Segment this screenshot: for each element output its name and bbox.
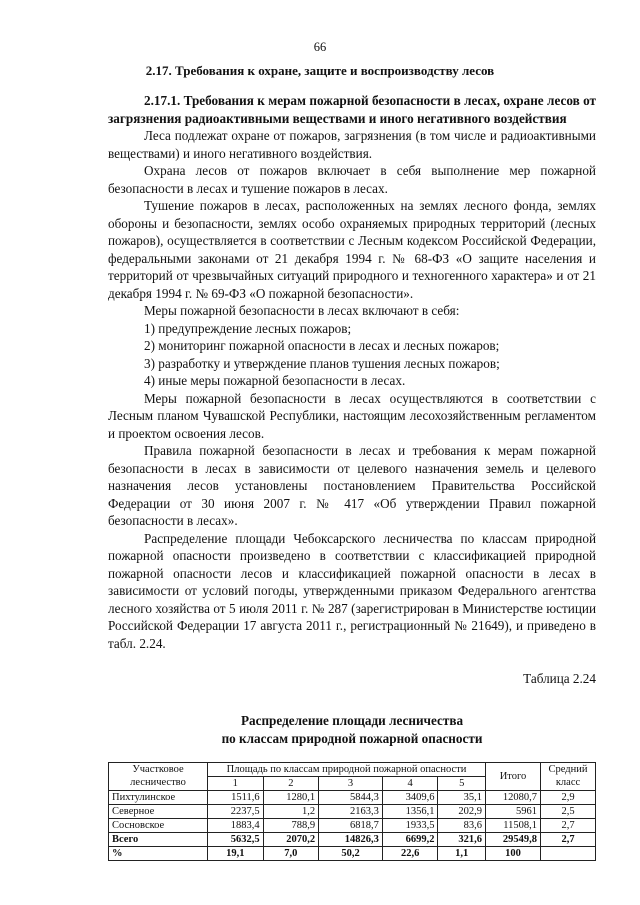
- paragraph: Леса подлежат охране от пожаров, загрязнения (в том числе и радиоактивными веществами) и иного негативного воздействия.: [108, 128, 596, 161]
- table-percent-row: [109, 846, 596, 860]
- cell-forestry-name: Сосновское: [109, 818, 208, 832]
- cell-value: 1883,4: [208, 818, 264, 832]
- cell-value: 2070,2: [263, 832, 319, 846]
- cell-value: 1511,6: [208, 790, 264, 804]
- paragraph: Меры пожарной безопасности в лесах осуществляются в соответствии с Лесным планом Чувашской Республики, настоящим лесохозяйственным регламентом и проектом освоения лесов.: [108, 390, 596, 441]
- header-class-number: 3: [319, 776, 383, 790]
- header-class-number: 1: [208, 776, 264, 790]
- header-class-number: 2: [263, 776, 319, 790]
- measure-list-item: 4) иные меры пожарной безопасности в лесах.: [144, 373, 406, 388]
- subsection-title: 2.17.1. Требования к мерам пожарной безопасности в лесах, охране лесов от загрязнения радиоактивными веществами и иного негативного воздействия: [108, 93, 596, 126]
- cell-value: 50,2: [319, 846, 383, 860]
- cell-value: 22,6: [382, 846, 438, 860]
- cell-value: 2163,3: [319, 804, 383, 818]
- cell-average: 2,7: [541, 818, 596, 832]
- header-total: Итого: [486, 762, 541, 790]
- cell-forestry-name: Пихтулинское: [109, 790, 208, 804]
- table-row: [109, 804, 596, 818]
- table-total-row: [109, 832, 596, 846]
- cell-average: 2,7: [541, 832, 596, 846]
- paragraph: Меры пожарной безопасности в лесах включают в себя:: [144, 303, 460, 318]
- table-label: Таблица 2.24: [523, 671, 596, 686]
- cell-value: 2237,5: [208, 804, 264, 818]
- table-row: [109, 818, 596, 832]
- cell-value: 5844,3: [319, 790, 383, 804]
- header-area-by-class: Площадь по классам природной пожарной опасности: [208, 762, 486, 776]
- table-title-line1: Распределение площади лесничества: [240, 712, 464, 728]
- cell-value: 1933,5: [382, 818, 438, 832]
- document-body: [108, 92, 596, 861]
- cell-value: 14826,3: [319, 832, 383, 846]
- measure-list-item: 1) предупреждение лесных пожаров;: [144, 320, 352, 336]
- cell-average: [541, 846, 596, 860]
- table-title-line2: по классам природной пожарной опасности: [221, 730, 483, 746]
- cell-total-label: Всего: [109, 832, 208, 846]
- cell-total: 100: [486, 846, 541, 860]
- cell-value: 83,6: [438, 818, 486, 832]
- cell-value: 19,1: [208, 846, 264, 860]
- paragraph: Распределение площади Чебоксарского лесничества по классам природной пожарной опасности произведено в соответствии с классификацией природной пожарной опасности лесов и классификацией пожарной опасности в лесах в зависимости от условий погоды, утвержденными приказом Федерального агентства лесного хозяйства от 5 июля 2011 г. № 287 (зарегистрирован в Министерстве юстиции Российской Федерации 17 августа 2011 г., регистрационный № 21649), и приведено в табл. 2.24.: [108, 530, 596, 651]
- header-average-class: Средний класс: [541, 762, 596, 790]
- table-header-row: [109, 762, 596, 776]
- header-class-number: 5: [438, 776, 486, 790]
- cell-value: 5632,5: [208, 832, 264, 846]
- cell-value: 202,9: [438, 804, 486, 818]
- cell-percent-label: %: [109, 846, 208, 860]
- cell-average: 2,9: [541, 790, 596, 804]
- cell-value: 321,6: [438, 832, 486, 846]
- table-title: [108, 712, 596, 748]
- cell-forestry-name: Северное: [109, 804, 208, 818]
- header-forestry: Участковое лесничество: [109, 762, 208, 790]
- cell-value: 788,9: [263, 818, 319, 832]
- fire-hazard-table: [108, 762, 596, 861]
- measure-list-item: 2) мониторинг пожарной опасности в лесах и лесных пожаров;: [144, 338, 500, 353]
- page-number: 66: [313, 40, 327, 54]
- paragraph: Тушение пожаров в лесах, расположенных на землях лесного фонда, землях обороны и безопасности, землях особо охраняемых природных территорий (лесных пожаров), осуществляется в соответствии с Лесным кодексом Российской Федерации, федеральными законами от 21 декабря 1994 г. № 68-ФЗ «О защите населения и территорий от чрезвычайных ситуаций природного и техногенного характера» и от 21 декабря 1994 г. № 69-ФЗ «О пожарной безопасности».: [108, 198, 596, 301]
- paragraph: Правила пожарной безопасности в лесах и требования к мерам пожарной безопасности в лесах в зависимости от целевого назначения земель и целевого назначения лесов установлены постановлением Правительства Российской Федерации от 30 июня 2007 г. № 417 «Об утверждении Правил пожарной безопасности в лесах».: [108, 443, 596, 528]
- cell-value: 1356,1: [382, 804, 438, 818]
- cell-value: 7,0: [263, 846, 319, 860]
- table-row: [109, 790, 596, 804]
- cell-value: 1,1: [438, 846, 486, 860]
- paragraph: Охрана лесов от пожаров включает в себя выполнение мер пожарной безопасности в лесах и тушение пожаров в лесах.: [108, 163, 596, 196]
- cell-value: 6818,7: [319, 818, 383, 832]
- cell-total: 5961: [486, 804, 541, 818]
- cell-value: 6699,2: [382, 832, 438, 846]
- cell-value: 35,1: [438, 790, 486, 804]
- cell-value: 1,2: [263, 804, 319, 818]
- cell-value: 3409,6: [382, 790, 438, 804]
- cell-total: 11508,1: [486, 818, 541, 832]
- cell-average: 2,5: [541, 804, 596, 818]
- cell-value: 1280,1: [263, 790, 319, 804]
- cell-total: 12080,7: [486, 790, 541, 804]
- cell-total: 29549,8: [486, 832, 541, 846]
- section-title: 2.17. Требования к охране, защите и воспроизводству лесов: [145, 63, 495, 78]
- measure-list-item: 3) разработку и утверждение планов тушения лесных пожаров;: [144, 355, 500, 371]
- header-class-number: 4: [382, 776, 438, 790]
